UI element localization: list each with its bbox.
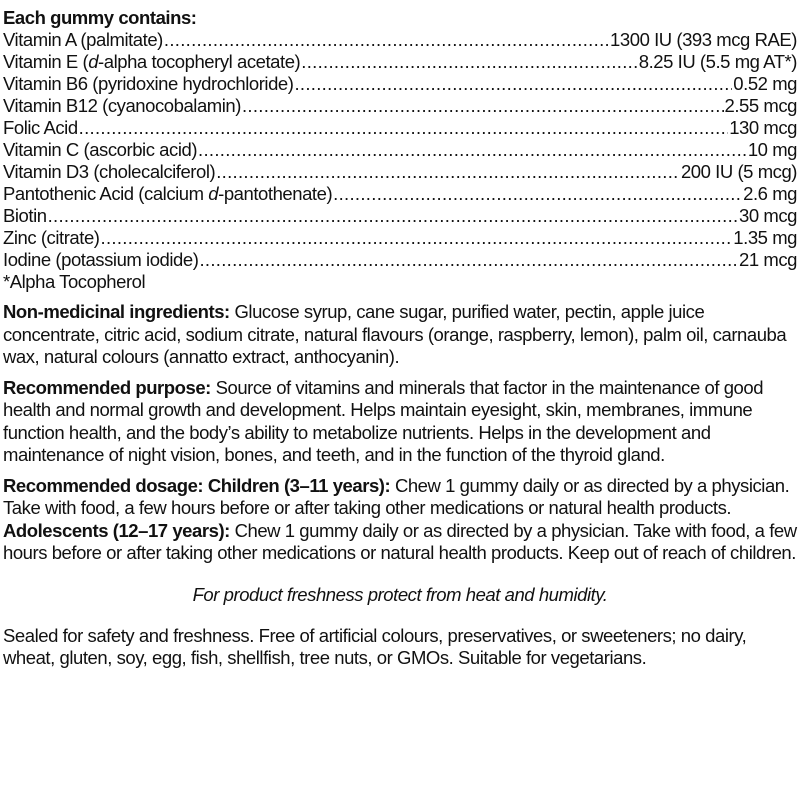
dosage-label: Recommended dosage: (3, 474, 204, 496)
dot-leader (199, 249, 738, 271)
dot-leader (79, 117, 729, 139)
dot-leader (242, 95, 724, 117)
ingredient-name: Vitamin D3 (cholecalciferol) (3, 161, 216, 182)
ingredient-name: Vitamin C (ascorbic acid) (3, 139, 198, 160)
dosage-children-text: Chew 1 gummy daily or as directed by a physician. Take with food, a few hours before or after taking other medications or natural health products. (3, 474, 790, 518)
dot-leader (333, 183, 742, 205)
purpose-section (3, 377, 797, 467)
closing-statement: Sealed for safety and freshness. Free of artificial colours, preservatives, or sweeteners; no dairy, wheat, gluten, soy, egg, fish, shellfish, tree nuts, or GMOs. Suitable for vegetarians. (3, 624, 747, 668)
ingredient-amount: 130 mcg (729, 117, 797, 138)
ingredient-row (3, 29, 797, 51)
contents-heading: Each gummy contains: (3, 7, 197, 28)
ingredient-amount: 1.35 mg (733, 227, 797, 248)
ingredient-list (3, 29, 797, 271)
ingredient-amount: 2.55 mcg (724, 95, 797, 116)
dot-leader (216, 161, 680, 183)
dosage-children-label: Children (3–11 years): (207, 474, 391, 496)
ingredient-amount: 200 IU (5 mcg) (680, 161, 797, 182)
ingredient-name: Biotin (3, 205, 47, 226)
ingredient-row (3, 95, 797, 117)
ingredient-amount: 10 mg (747, 139, 797, 160)
ingredient-amount: 2.6 mg (743, 183, 797, 204)
ingredient-name: Vitamin B6 (pyridoxine hydrochloride) (3, 73, 294, 94)
ingredient-name: Iodine (potassium iodide) (3, 249, 199, 270)
nonmedicinal-section (3, 301, 797, 369)
ingredient-name: Vitamin B12 (cyanocobalamin) (3, 95, 241, 116)
dot-leader (164, 29, 609, 51)
ingredient-amount: 30 mcg (739, 205, 797, 226)
ingredient-row (3, 205, 797, 227)
dot-leader (301, 51, 638, 73)
dosage-adolescents-text: Chew 1 gummy daily or as directed by a physician. Take with food, a few hours before or after taking other medications or natural health products. Keep out of reach of children. (3, 519, 797, 563)
ingredient-row (3, 161, 797, 183)
dot-leader (294, 73, 732, 95)
ingredient-amount: 21 mcg (739, 249, 797, 270)
ingredient-row (3, 139, 797, 161)
ingredient-row (3, 73, 797, 95)
supplement-label (3, 7, 797, 670)
ingredient-row (3, 183, 797, 205)
nonmedicinal-label: Non-medicinal ingredients: (3, 301, 230, 322)
nonmedicinal-text: Glucose syrup, cane sugar, purified water, pectin, apple juice concentrate, citric acid, sodium citrate, natural flavours (orange, raspberry, lemon), palm oil, carnauba wax, natural colours (annatto extract, anthocyanin). (3, 301, 787, 367)
ingredient-amount: 0.52 mg (733, 73, 797, 94)
ingredient-row (3, 51, 797, 73)
ingredient-name: Folic Acid (3, 117, 78, 138)
ingredient-row (3, 117, 797, 139)
ingredient-name: Pantothenic Acid (calcium d-pantothenate) (3, 183, 333, 204)
dot-leader (101, 227, 733, 249)
freshness-note: For product freshness protect from heat and humidity. (192, 583, 608, 605)
ingredient-amount: 1300 IU (393 mcg RAE) (610, 29, 797, 50)
ingredient-name: Vitamin A (palmitate) (3, 29, 163, 50)
ingredient-amount: 8.25 IU (5.5 mg AT*) (638, 51, 797, 72)
dot-leader (198, 139, 747, 161)
purpose-label: Recommended purpose: (3, 376, 211, 398)
ingredient-row (3, 227, 797, 249)
footnote: *Alpha Tocopherol (3, 271, 146, 292)
dosage-section (3, 475, 797, 565)
ingredient-name: Vitamin E (d-alpha tocopheryl acetate) (3, 51, 301, 72)
ingredient-name: Zinc (citrate) (3, 227, 100, 248)
dot-leader (48, 205, 738, 227)
ingredient-row (3, 249, 797, 271)
dosage-adolescents-label: Adolescents (12–17 years): (3, 519, 230, 541)
purpose-text: Source of vitamins and minerals that factor in the maintenance of good health and normal growth and development. Helps maintain eyesight, skin, membranes, immune function health, and the body’s ability to metabolize nutrients. Helps in the development and maintenance of night vision, bones, and teeth, and in the function of the thyroid gland. (3, 376, 764, 465)
